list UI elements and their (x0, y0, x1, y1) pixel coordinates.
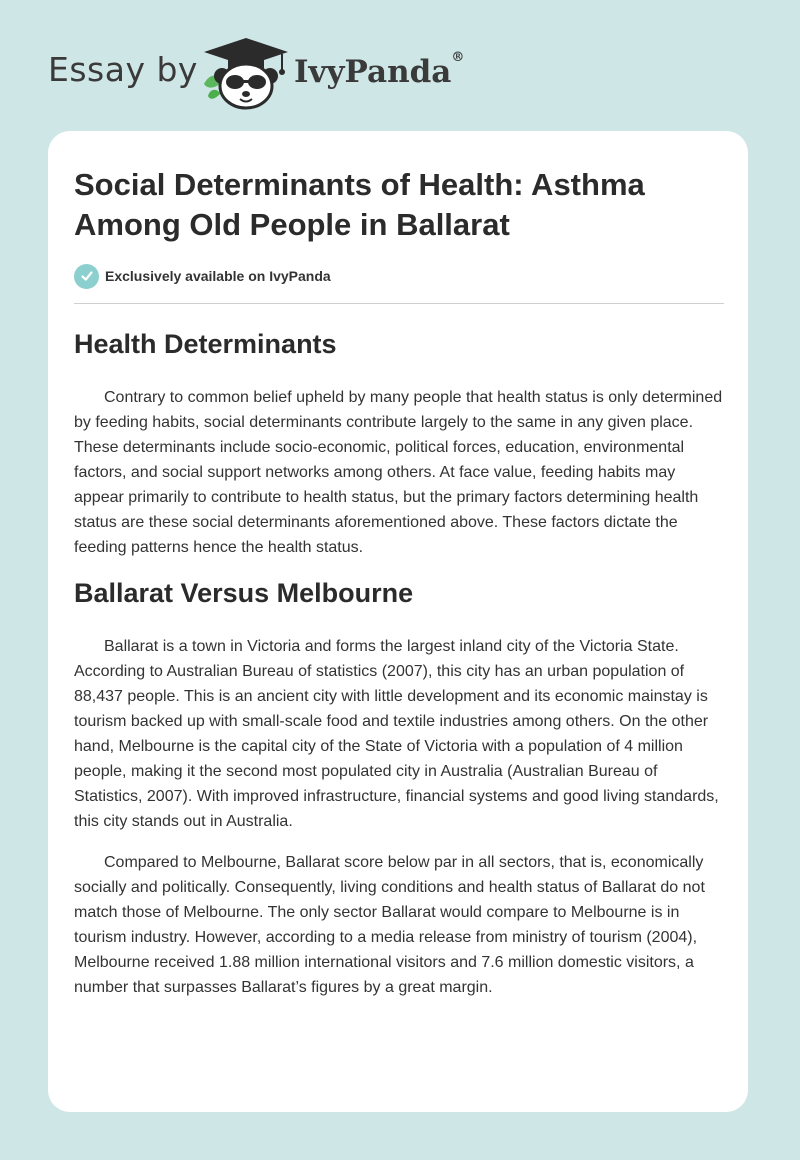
paragraph: Contrary to common belief upheld by many people that health status is only determined by feeding habits, social determinants contribute largely to the same in any given place. These determinants include socio-economic, political forces, education, environmental factors, and social support networks among others. At face value, feeding habits may appear primarily to contribute to health status, but the primary factors determining health status are these social determinants aforementioned above. These factors dictate the feeding patterns hence the health status. (74, 389, 723, 556)
paragraph: Ballarat is a town in Victoria and forms the largest inland city of the Victoria State. According to Australian Bureau of statistics (2007), this city has an urban population of 88,437 people. This is an ancient city with little development and its economic mainstay is tourism backed up with small-scale food and textile industries among others. On the other hand, Melbourne is the capital city of the State of Victoria with a population of 4 million people, making it the second most populated city in Australia (Australian Bureau of Statistics, 2007). With improved infrastructure, financial systems and good living standards, this city stands out in Australia. (74, 638, 719, 830)
section-heading: Health Determinants (74, 329, 337, 359)
title-divider (74, 303, 724, 304)
section-heading: Ballarat Versus Melbourne (74, 578, 414, 608)
paragraph: Compared to Melbourne, Ballarat score below par in all sectors, that is, economically socially and politically. Consequently, living conditions and health status of Ballarat do not match those of Melbourne. The only sector Ballarat would compare to Melbourne is in tourism industry. However, according to a media release from ministry of tourism (2004), Melbourne received 1.88 million international visitors and 7.6 million domestic visitors, a number that surpasses Ballarat’s figures by a great margin. (74, 854, 705, 996)
brand-name[interactable]: IvyPanda® (294, 50, 465, 90)
article-title: Social Determinants of Health: Asthma Among Old People in Ballarat (74, 167, 645, 242)
article-card (48, 131, 748, 1112)
registered-mark: ® (451, 50, 465, 65)
exclusive-badge (74, 263, 331, 289)
check-circle-icon (74, 264, 99, 289)
badge-text: Exclusively available on IvyPanda (105, 268, 331, 284)
site-header (0, 0, 800, 130)
article-body (74, 325, 724, 1000)
panda-graduate-icon[interactable] (200, 36, 292, 110)
brand-prefix: Essay by (48, 50, 198, 89)
